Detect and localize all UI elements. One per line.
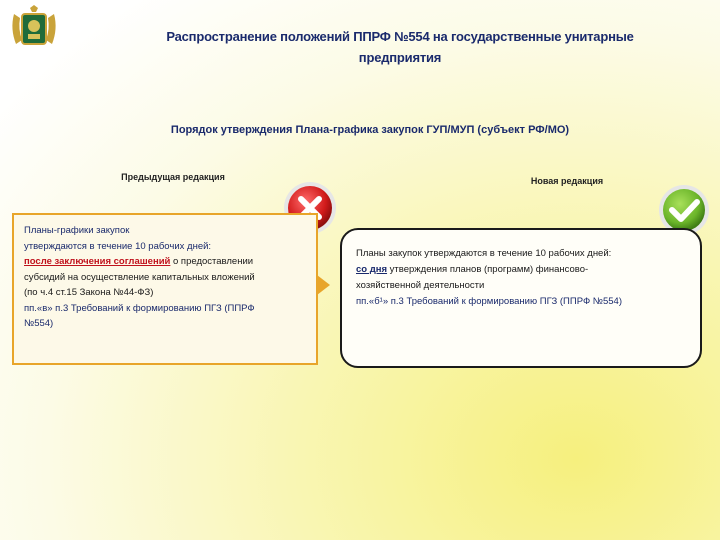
treasury-emblem-icon xyxy=(8,4,60,54)
new-line-3: хозяйственной деятельности xyxy=(356,280,485,291)
prev-line-6: пп.«в» п.3 Требований к формированию ПГЗ (ППРФ xyxy=(24,302,255,314)
prev-line-3 xyxy=(24,254,306,270)
new-line-1: Планы закупок утверждаются в течение 10 рабочих дней: xyxy=(356,248,612,259)
previous-edition-box xyxy=(12,213,318,365)
page-title xyxy=(120,26,680,68)
new-edition-label: Новая редакция xyxy=(530,176,604,186)
new-line-4: пп.«б¹» п.3 Требований к формированию ПГЗ (ППРФ №554) xyxy=(356,296,623,307)
prev-line-3-highlight: после заключения соглашений xyxy=(24,256,171,267)
title-line-2: предприятия xyxy=(358,50,442,65)
previous-edition-label: Предыдущая редакция xyxy=(121,172,225,182)
new-edition-box xyxy=(340,228,702,368)
new-line-2 xyxy=(356,262,686,278)
title-line-1: Распространение положений ППРФ №554 на государственные унитарные xyxy=(166,29,634,44)
prev-line-3-rest: о предоставлении xyxy=(170,256,254,267)
prev-line-5: (по ч.4 ст.15 Закона №44-ФЗ) xyxy=(24,287,154,298)
new-line-2-rest: утверждения планов (программ) финансово- xyxy=(387,264,589,275)
prev-line-1: Планы-графики закупок xyxy=(24,225,130,236)
prev-line-4: субсидий на осуществление капитальных вложений xyxy=(24,271,255,283)
section-subtitle: Порядок утверждения Плана-графика закупок ГУП/МУП (субъект РФ/МО) xyxy=(170,124,570,136)
prev-line-7: №554) xyxy=(24,318,54,329)
prev-line-2: утверждаются в течение 10 рабочих дней: xyxy=(24,240,212,252)
new-line-2-highlight: со дня xyxy=(356,264,388,275)
